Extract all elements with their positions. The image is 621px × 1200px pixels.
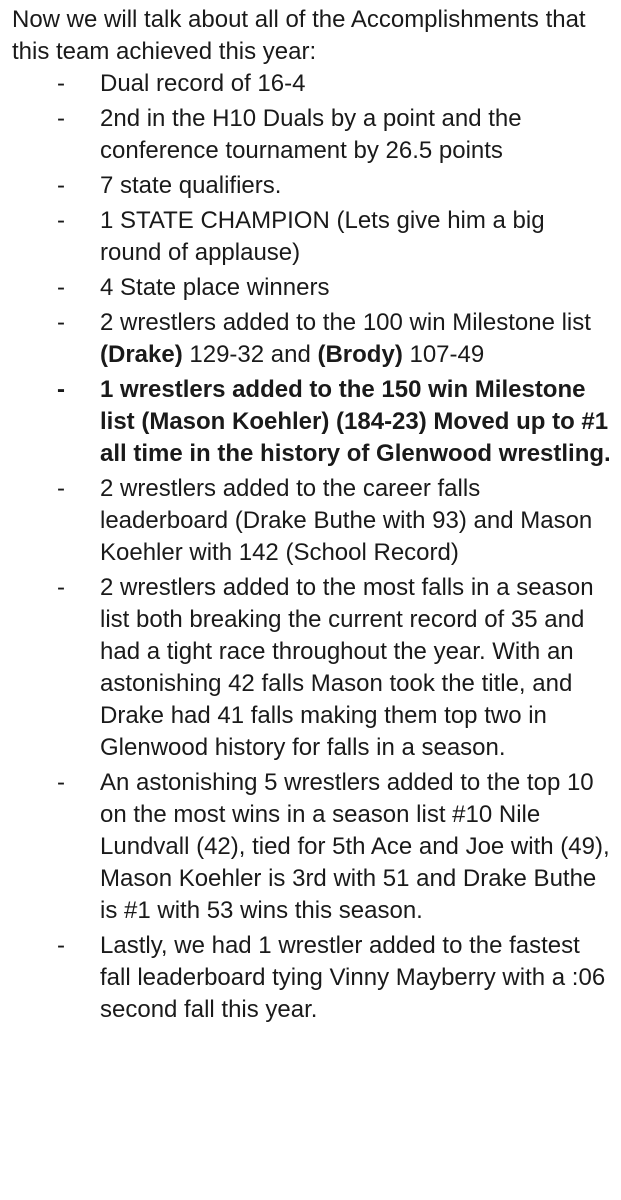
list-item-career-falls <box>12 473 611 569</box>
list-item-place-winners <box>12 272 611 304</box>
list-item-text: 2 wrestlers added to the most falls in a season list both breaking the current record of 35 and had a tight race throughout the year. With an astonishing 42 falls Mason took the title, and Drake had 41 falls making them top two in Glenwood history for falls in a season. <box>100 574 594 761</box>
list-item-text: Dual record of 16-4 <box>100 70 306 97</box>
list-item-qualifiers <box>12 170 611 202</box>
list-item-text: 1 STATE CHAMPION (Lets give him a big round of applause) <box>100 207 545 266</box>
bullet-dash: - <box>57 274 65 301</box>
bullet-dash: - <box>57 769 65 796</box>
list-item-text: 1 wrestlers added to the 150 win Milestone list (Mason Koehler) (184-23) Moved up to #1 all time in the history of Glenwood wrestling. <box>100 376 611 467</box>
bullet-dash: - <box>57 172 65 199</box>
accomplishments-list <box>12 68 611 1026</box>
bullet-dash: - <box>57 105 65 132</box>
list-item-text: 129-32 and <box>182 341 318 368</box>
list-item-text: 2 wrestlers added to the career falls leaderboard (Drake Buthe with 93) and Mason Koehler with 142 (School Record) <box>100 475 593 566</box>
list-item-season-wins <box>12 767 611 927</box>
list-item-text: 2 wrestlers added to the 100 win Milestone list <box>100 309 591 336</box>
list-item-fastest-fall <box>12 930 611 1026</box>
name-brody: (Brody) <box>317 341 403 368</box>
list-item-text: 2nd in the H10 Duals by a point and the conference tournament by 26.5 points <box>100 105 522 164</box>
list-item-milestone-150 <box>12 374 611 470</box>
list-item-dual-record <box>12 68 611 100</box>
list-item-champion <box>12 205 611 269</box>
bullet-dash: - <box>57 207 65 234</box>
list-item-text: An astonishing 5 wrestlers added to the top 10 on the most wins in a season list #10 Nile Lundvall (42), tied for 5th Ace and Joe with (49), Mason Koehler is 3rd with 51 and Drake Buthe is #1 with 53 wins this season. <box>100 769 610 924</box>
list-item-text: 4 State place winners <box>100 274 330 301</box>
list-item-h10 <box>12 103 611 167</box>
list-item-text: 107-49 <box>402 341 485 368</box>
bullet-dash: - <box>57 376 65 403</box>
bullet-dash: - <box>57 70 65 97</box>
list-item-season-falls <box>12 572 611 764</box>
bullet-dash: - <box>57 475 65 502</box>
bullet-dash: - <box>57 574 65 601</box>
intro-paragraph: Now we will talk about all of the Accomplishments that this team achieved this year: <box>12 6 586 65</box>
list-item-milestone-100 <box>12 307 611 371</box>
name-drake: (Drake) <box>100 341 183 368</box>
bullet-dash: - <box>57 309 65 336</box>
bullet-dash: - <box>57 932 65 959</box>
list-item-text: Lastly, we had 1 wrestler added to the fastest fall leaderboard tying Vinny Mayberry with a :06 second fall this year. <box>100 932 606 1023</box>
list-item-text: 7 state qualifiers. <box>100 172 282 199</box>
